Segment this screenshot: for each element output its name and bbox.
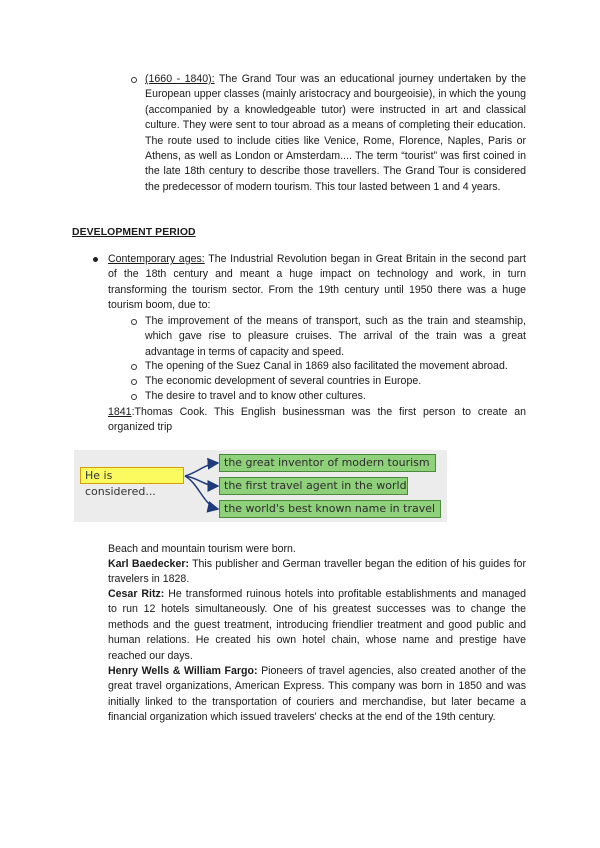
grand-tour-text: The Grand Tour was an educational journey undertaken by the European upper classes (mainly aristocracy and bourgeoisie), in which the young (accompanied by a knowledgeable tutor) were instructed in art and classical culture. They were sent to tour abroad as a means of completing their education. The route used to include cities like Venice, Rome, Florence, Naples, Paris or Athens, as well as London or Amsterdam.... The term “tourist” was first coined in the late 18th century to describe those travellers. The Grand Tour is considered the predecessor of modern tourism. This tour lasted between 1 and 4 years.	[145, 73, 526, 193]
ritz-paragraph	[108, 587, 526, 664]
cook-text: :Thomas Cook. This English businessman was the first person to create an organized trip	[108, 406, 526, 434]
arrow-2	[185, 476, 218, 486]
baedecker-text: This publisher and German traveller began the edition of his guides for travelers in 1828.	[108, 558, 526, 586]
thomas-cook-diagram	[74, 450, 447, 522]
contemporary-item	[108, 252, 526, 314]
wells-fargo-text: Pioneers of travel agencies, also created another of the great travel organizations, American Express. This company was born in 1850 and was initially linked to the transportation of couriers and merchandise, but later became a financial organization which issued travelers' checks at the end of the 19th century.	[108, 665, 526, 724]
hollow-bullet-icon	[131, 319, 137, 325]
baedecker-paragraph	[108, 557, 526, 588]
arrow-1	[185, 463, 218, 476]
diagram-source-box: He is considered...	[80, 467, 184, 484]
subitem-transport	[145, 314, 526, 360]
beach-text: Beach and mountain tourism were born.	[108, 543, 296, 555]
thomas-cook-paragraph	[108, 405, 526, 436]
ritz-name: Cesar Ritz:	[108, 588, 165, 600]
subitem-text: The opening of the Suez Canal in 1869 also facilitated the movement abroad.	[145, 360, 508, 372]
wells-fargo-paragraph	[108, 664, 526, 726]
ritz-text: He transformed ruinous hotels into profitable establishments and managed to run 12 hotels simultaneously. One of his greatest successes was to change the methods and the guest treatment, introducing friendlier treatment and good public and human relations. He created his own hotel chain, whose name and prestige have reached our days.	[108, 588, 526, 662]
grand-tour-item	[145, 72, 526, 195]
filled-bullet-icon	[93, 257, 98, 262]
hollow-bullet-icon	[131, 77, 137, 83]
subitem-text: The improvement of the means of transport, such as the train and steamship, which gave rise to pleasure cruises. The arrival of the train was a great advantage in terms of capacity and speed.	[145, 315, 526, 358]
hollow-bullet-icon	[131, 364, 137, 370]
subitem-text: The desire to travel and to know other cultures.	[145, 390, 366, 402]
diagram-target-travel-agent: the first travel agent in the world	[219, 477, 408, 495]
diagram-target-best-known: the world's best known name in travel	[219, 500, 441, 518]
contemporary-label: Contemporary ages:	[108, 253, 205, 265]
beach-mountain-line	[108, 542, 526, 557]
subitem-text: The economic development of several countries in Europe.	[145, 375, 422, 387]
wells-fargo-name: Henry Wells & William Fargo:	[108, 665, 258, 677]
hollow-bullet-icon	[131, 394, 137, 400]
subitem-economic	[145, 374, 526, 389]
cook-year: 1841	[108, 406, 132, 418]
subitem-suez	[145, 359, 535, 374]
hollow-bullet-icon	[131, 379, 137, 385]
grand-tour-date: (1660 - 1840):	[145, 73, 215, 85]
diagram-target-inventor: the great inventor of modern tourism	[219, 454, 436, 472]
section-heading: DEVELOPMENT PERIOD	[72, 227, 196, 238]
subitem-desire	[145, 389, 526, 404]
contemporary-text: The Industrial Revolution began in Great Britain in the second part of the 18th century and meant a huge impact on technology and work, in turn transforming the tourism sector. From the 19th century until 1950 there was a huge tourism boom, due to:	[108, 253, 526, 312]
baedecker-name: Karl Baedecker:	[108, 558, 189, 570]
